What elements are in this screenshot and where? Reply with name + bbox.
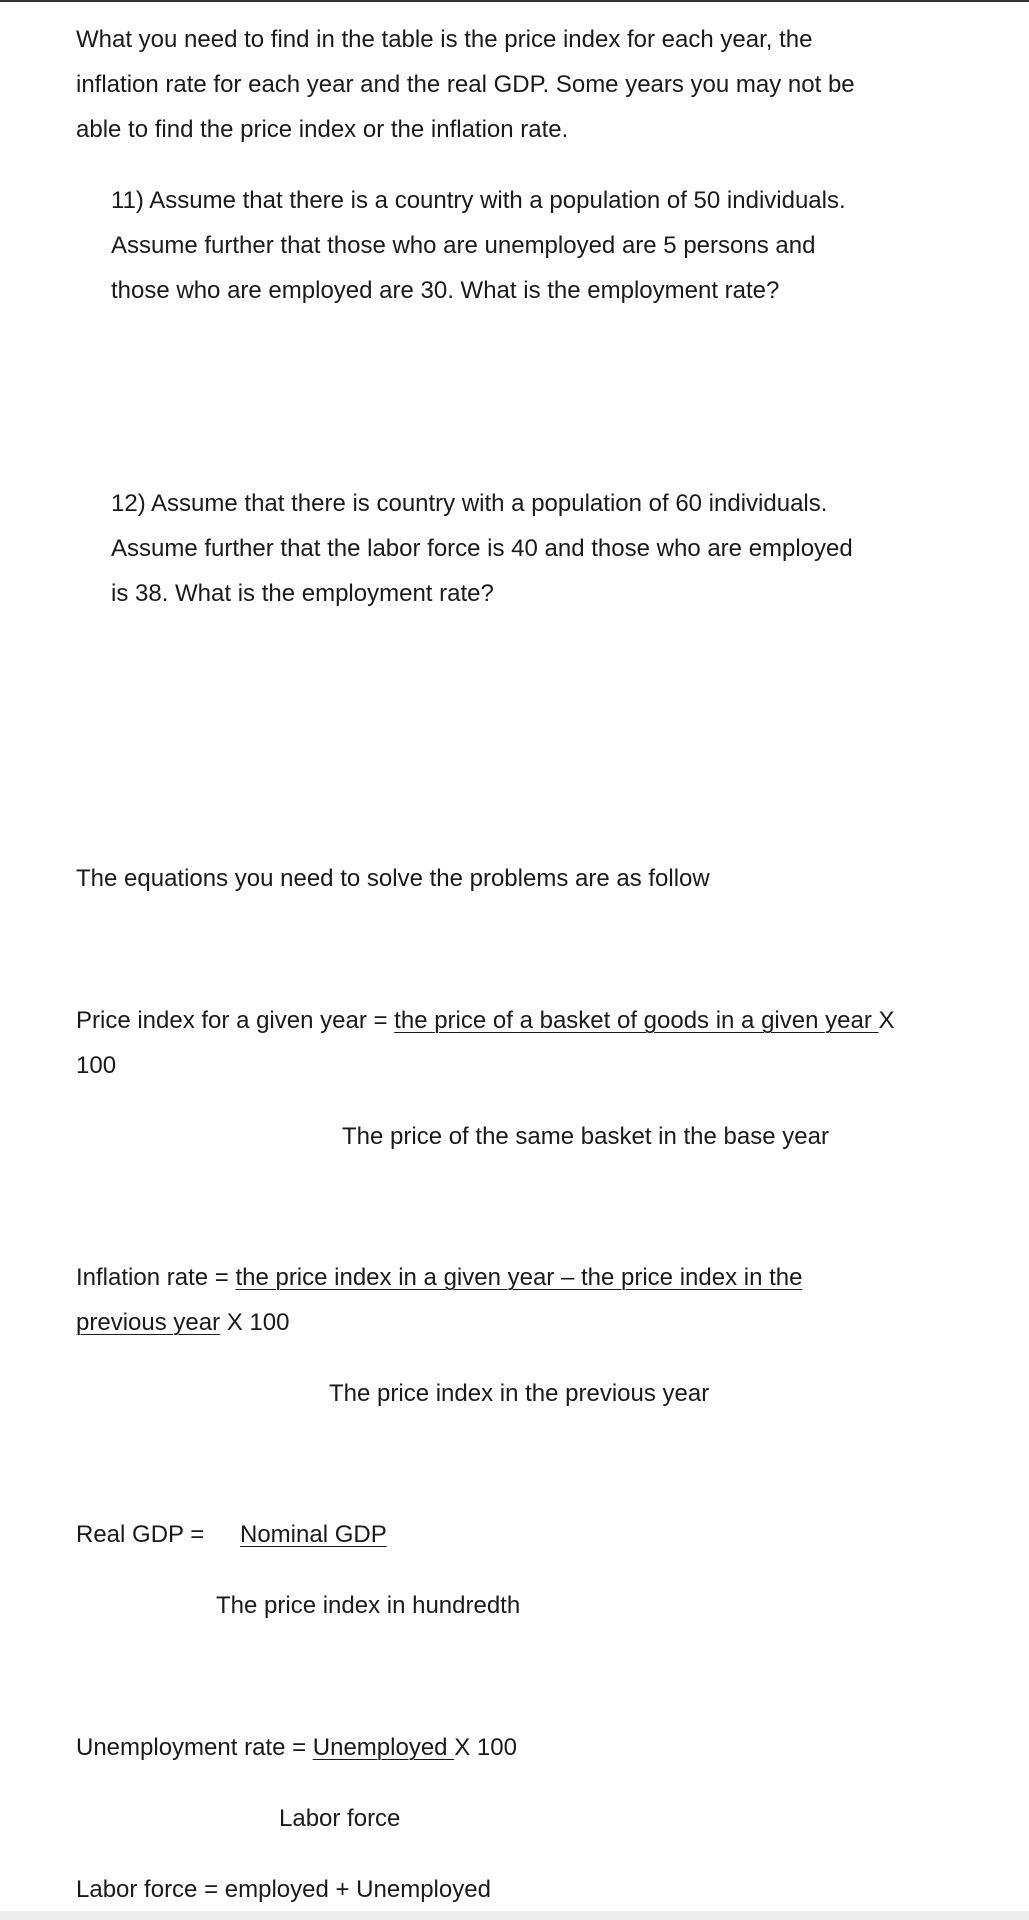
question-line: 12) Assume that there is country with a population of 60 individuals. <box>111 490 828 517</box>
price-index-label: Price index for a given year = <box>76 1007 395 1034</box>
equations-heading: The equations you need to solve the problems are as follow <box>76 865 710 892</box>
real-gdp-numerator: Nominal GDP <box>240 1521 387 1548</box>
intro-paragraph <box>76 17 855 152</box>
price-index-denominator: The price of the same basket in the base year <box>342 1123 829 1150</box>
real-gdp-denominator: The price index in hundredth <box>216 1592 521 1619</box>
inflation-label: Inflation rate = <box>76 1264 236 1291</box>
unemployment-equation <box>76 1725 517 1770</box>
unemployment-numerator: Unemployed <box>312 1734 455 1761</box>
price-index-times: X <box>878 1007 895 1034</box>
inflation-times: X 100 <box>220 1309 290 1336</box>
inflation-equation-cont <box>76 1300 289 1345</box>
question-11 <box>111 178 846 313</box>
real-gdp-label: Real GDP = <box>76 1521 205 1548</box>
inflation-denominator: The price index in the previous year <box>329 1380 710 1407</box>
labor-force-equation: Labor force = employed + Unemployed <box>76 1876 491 1903</box>
question-line: those who are employed are 30. What is the employment rate? <box>111 277 780 304</box>
price-index-equation <box>76 998 895 1043</box>
inflation-numerator-line2: previous year <box>76 1309 221 1336</box>
page-bottom-band <box>0 1911 1029 1920</box>
top-border-rule <box>0 0 1029 2</box>
intro-line: inflation rate for each year and the real GDP. Some years you may not be <box>76 71 855 98</box>
question-line: Assume further that those who are unemployed are 5 persons and <box>111 232 816 259</box>
unemployment-times: X 100 <box>454 1734 517 1761</box>
intro-line: What you need to find in the table is the price index for each year, the <box>76 26 813 53</box>
question-12 <box>111 481 853 616</box>
price-index-numerator: the price of a basket of goods in a given year <box>394 1007 879 1034</box>
intro-line: able to find the price index or the inflation rate. <box>76 116 569 143</box>
question-line: is 38. What is the employment rate? <box>111 580 494 607</box>
price-index-wrap: 100 <box>76 1052 117 1079</box>
inflation-numerator-line1: the price index in a given year – the price index in the <box>235 1264 803 1291</box>
unemployment-label: Unemployment rate = <box>76 1734 313 1761</box>
unemployment-denominator: Labor force <box>279 1805 401 1832</box>
question-line: Assume further that the labor force is 40 and those who are employed <box>111 535 853 562</box>
question-line: 11) Assume that there is a country with a population of 50 individuals. <box>111 187 846 214</box>
inflation-equation <box>76 1255 802 1300</box>
